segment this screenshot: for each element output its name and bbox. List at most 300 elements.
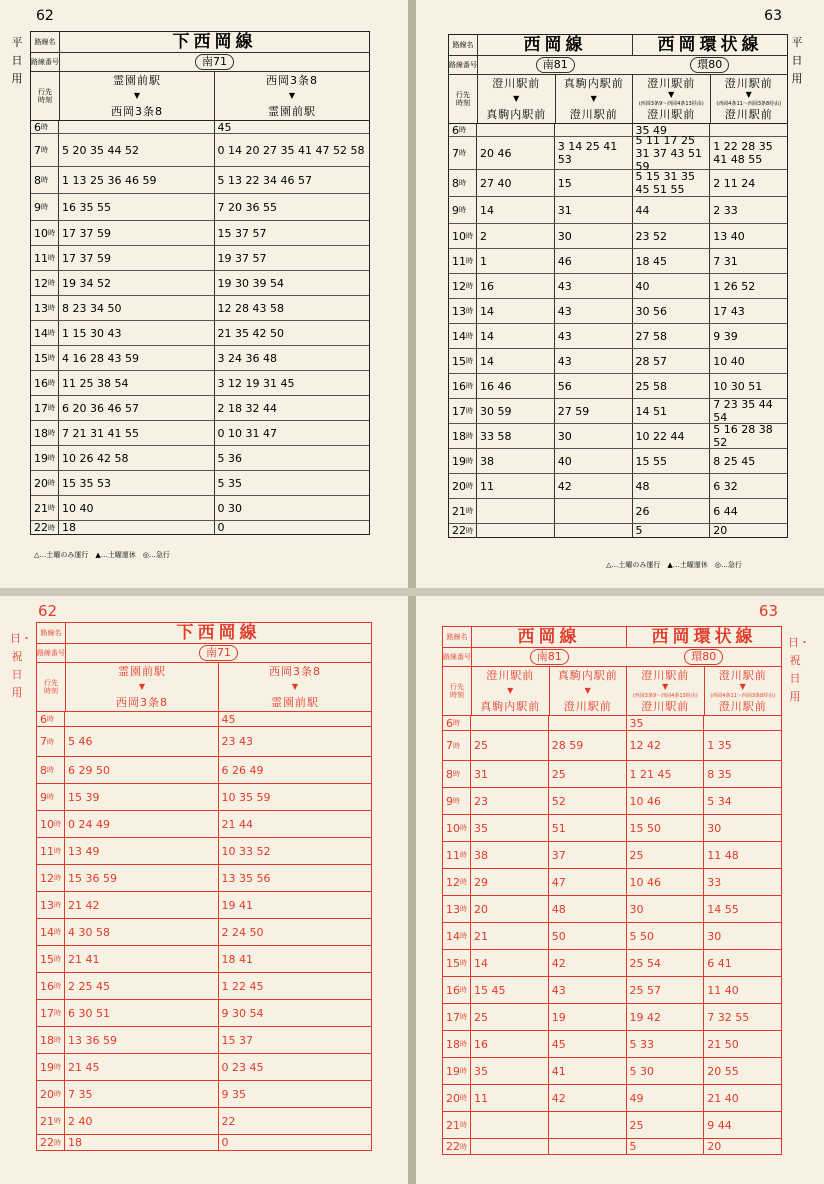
- hour-suffix: 時: [466, 482, 473, 490]
- departure-minutes: 22: [221, 1114, 236, 1128]
- time-label-text: 時刻: [44, 687, 58, 695]
- page-number: 62: [38, 602, 58, 620]
- hour-row: [37, 811, 371, 838]
- hour-cell: [449, 224, 477, 248]
- hour-cell: [37, 838, 65, 864]
- departure-minutes: 27 59: [555, 399, 633, 423]
- direction-columns: [60, 72, 369, 120]
- minute-columns: [65, 892, 371, 918]
- hour-cell: [449, 449, 477, 473]
- minute-columns: [477, 499, 787, 523]
- departure-minutes: [549, 716, 627, 730]
- departure-minutes: 16: [477, 274, 555, 298]
- departure-minutes: 6 29 50: [65, 757, 219, 783]
- hour-cell: [31, 371, 59, 395]
- minute-columns: [65, 973, 371, 999]
- route-number-row: [37, 644, 371, 663]
- departure-minutes: 14: [477, 197, 555, 223]
- departure-minutes: 13 35 56: [221, 871, 271, 885]
- departure-minutes: 33: [707, 875, 722, 889]
- hour-row: [37, 1054, 371, 1081]
- hour-cell: [449, 249, 477, 273]
- line-names: [478, 35, 787, 55]
- departure-minutes: 3 12 19 31 45: [217, 376, 295, 390]
- departure-minutes: 51: [549, 815, 627, 841]
- hour-suffix: 時: [48, 329, 55, 337]
- hour-suffix: 時: [460, 851, 467, 859]
- hour-value: 11: [446, 848, 460, 862]
- hour-suffix: 時: [47, 766, 54, 774]
- hour-row: [37, 1135, 371, 1150]
- minute-columns: [477, 133, 787, 173]
- minute-columns: [477, 124, 787, 136]
- route-note: (西岡3条9〜西岡4条13経由): [632, 692, 698, 699]
- departure-minutes: 47: [549, 869, 627, 895]
- hour-cell: [37, 973, 65, 999]
- hour-value: 17: [446, 1010, 460, 1024]
- hour-cell: [449, 197, 477, 223]
- route-number-badge: 環80: [690, 57, 729, 73]
- hour-cell: [37, 919, 65, 945]
- departure-minutes: 43: [555, 324, 633, 348]
- hour-cell: [443, 1004, 471, 1030]
- hour-cell: [37, 1081, 65, 1107]
- departure-minutes: [59, 121, 215, 133]
- hour-row: [443, 788, 781, 815]
- departure-minutes: 2: [477, 224, 555, 248]
- hour-suffix: 時: [54, 820, 61, 828]
- minute-columns: [59, 296, 369, 320]
- departure-minutes: 10 26 42 58: [59, 446, 215, 470]
- departure-minutes: 6 32: [713, 479, 738, 493]
- hour-suffix: 時: [48, 304, 55, 312]
- hour-cell: [31, 396, 59, 420]
- departure-minutes: 30: [707, 821, 722, 835]
- departure-minutes: 14 55: [707, 902, 739, 916]
- departure-minutes: 11: [471, 1085, 549, 1111]
- hour-value: 8: [34, 173, 41, 187]
- minute-columns: [471, 842, 781, 868]
- hour-cell: [31, 321, 59, 345]
- hour-row: [37, 1027, 371, 1054]
- destination-label: [37, 663, 66, 711]
- hour-cell: [443, 950, 471, 976]
- hour-value: 7: [446, 739, 453, 752]
- hour-cell: [449, 474, 477, 498]
- departure-minutes: 5 34: [707, 794, 732, 808]
- origin-stop: 霊園前駅: [118, 665, 166, 678]
- departure-minutes: 9 44: [707, 1118, 732, 1132]
- hour-suffix: 時: [460, 1142, 467, 1151]
- hour-row: [449, 299, 787, 324]
- departure-minutes: 41: [549, 1058, 627, 1084]
- departure-minutes: 15 37 57: [217, 226, 267, 240]
- hour-cell: [449, 349, 477, 373]
- departure-minutes: 13 49: [65, 838, 219, 864]
- hour-value: 16: [40, 979, 54, 993]
- hour-value: 9: [446, 794, 453, 808]
- hour-suffix: 時: [460, 878, 467, 886]
- hour-suffix: 時: [459, 126, 466, 134]
- departure-minutes: 1 26 52: [713, 279, 756, 293]
- hour-suffix: 時: [460, 1040, 467, 1048]
- destination-stop: 真駒内駅前: [480, 700, 541, 713]
- departure-minutes: 23 43: [221, 735, 253, 748]
- hour-row: [31, 446, 369, 471]
- hour-cell: [31, 221, 59, 245]
- hour-value: 19: [452, 454, 466, 468]
- departure-minutes: 14: [477, 299, 555, 323]
- origin-stop: 霊園前駅: [113, 74, 161, 87]
- departure-minutes: 15 50: [627, 815, 705, 841]
- hour-row: [449, 274, 787, 299]
- hour-row: [449, 133, 787, 173]
- minute-columns: [59, 167, 369, 193]
- departure-minutes: 35: [471, 815, 549, 841]
- departure-minutes: 7 20 36 55: [217, 200, 277, 214]
- line-names: [472, 627, 781, 647]
- time-label-text: 時刻: [456, 99, 470, 107]
- departure-minutes: 30 59: [477, 399, 555, 423]
- departure-minutes: 9 35: [221, 1087, 246, 1101]
- hour-suffix: 時: [459, 206, 466, 214]
- departure-minutes: 10 40: [713, 354, 745, 368]
- minute-columns: [471, 788, 781, 814]
- hour-value: 20: [446, 1091, 460, 1105]
- timetable: [30, 31, 370, 535]
- line-name-label: 路線名: [31, 32, 60, 52]
- destination-stop: 澄川駅前: [724, 107, 773, 121]
- destination-stop: 澄川駅前: [563, 700, 612, 713]
- departure-minutes: 18 41: [221, 952, 253, 966]
- destination-row: [31, 72, 369, 121]
- departure-minutes: 2 11 24: [713, 176, 756, 190]
- minute-columns: [477, 399, 787, 423]
- departure-minutes: 8 23 34 50: [59, 296, 215, 320]
- hour-row: [37, 1081, 371, 1108]
- minute-columns: [59, 271, 369, 295]
- minute-columns: [65, 946, 371, 972]
- origin-stop: 澄川駅前: [492, 77, 541, 90]
- hour-suffix: 時: [466, 282, 473, 290]
- departure-minutes: 14: [477, 324, 555, 348]
- hour-row: [449, 374, 787, 399]
- departure-minutes: 10 22 44: [633, 424, 711, 448]
- hour-cell: [443, 842, 471, 868]
- hour-cell: [443, 869, 471, 895]
- line-name-row: [31, 32, 369, 53]
- departure-minutes: 4 30 58: [65, 919, 219, 945]
- hour-cell: [443, 923, 471, 949]
- minute-columns: [471, 1112, 781, 1138]
- destination-stop: 澄川駅前: [569, 108, 618, 121]
- departure-minutes: 8 25 45: [713, 454, 756, 468]
- hour-value: 15: [34, 351, 48, 365]
- minute-columns: [65, 712, 371, 726]
- hour-value: 6: [452, 123, 459, 137]
- departure-minutes: 33 58: [477, 424, 555, 448]
- destination-stop: 西岡3条8: [111, 105, 163, 118]
- hour-suffix: 時: [54, 1063, 61, 1071]
- hour-suffix: 時: [48, 479, 55, 487]
- hour-row: [449, 324, 787, 349]
- line-name-row: [443, 627, 781, 648]
- hour-row: [443, 977, 781, 1004]
- hour-row: [449, 424, 787, 449]
- direction-header: [60, 72, 215, 120]
- hour-value: 10: [40, 817, 54, 831]
- hour-suffix: 時: [466, 257, 473, 265]
- hour-value: 9: [40, 790, 47, 804]
- direction-header: [705, 667, 782, 715]
- departure-minutes: 7 23 35 44 54: [713, 398, 773, 424]
- hour-row: [443, 869, 781, 896]
- hour-suffix: 時: [466, 432, 473, 440]
- hour-cell: [37, 1000, 65, 1026]
- departure-minutes: 5 11 17 25 31 37 43 51 59: [633, 137, 711, 169]
- departure-minutes: 44: [633, 197, 711, 223]
- time-label-text: 時刻: [38, 96, 52, 104]
- arrow-down-icon: ▼: [513, 94, 520, 103]
- arrow-down-icon: ▼: [668, 90, 675, 100]
- departure-minutes: 50: [549, 923, 627, 949]
- departure-minutes: 3 24 36 48: [217, 351, 277, 365]
- departure-minutes: 30: [555, 424, 633, 448]
- hour-suffix: 時: [466, 307, 473, 315]
- arrow-down-icon: ▼: [288, 91, 296, 100]
- route-note: (西岡3条9〜西岡4条13経由): [638, 100, 704, 107]
- departure-minutes: 19 42: [627, 1004, 705, 1030]
- destination-label-text: 行先: [450, 683, 464, 691]
- hour-suffix: 時: [47, 737, 54, 746]
- arrow-down-icon: ▼: [662, 682, 669, 692]
- hour-value: 14: [452, 329, 466, 343]
- hour-cell: [443, 1112, 471, 1138]
- departure-minutes: 1 21 45: [627, 761, 705, 787]
- departure-minutes: 5 35: [217, 476, 242, 490]
- departure-minutes: 20 55: [707, 1064, 739, 1078]
- hour-value: 13: [452, 304, 466, 318]
- departure-minutes: 15 36 59: [65, 865, 219, 891]
- departure-minutes: [65, 712, 219, 726]
- minute-columns: [65, 919, 371, 945]
- hour-cell: [37, 1108, 65, 1134]
- departure-minutes: 29: [471, 869, 549, 895]
- departure-minutes: 40: [555, 449, 633, 473]
- minute-columns: [477, 249, 787, 273]
- hour-row: [449, 249, 787, 274]
- page-number: 63: [764, 8, 782, 24]
- departure-minutes: 25 58: [633, 374, 711, 398]
- departure-minutes: 52: [549, 788, 627, 814]
- hour-row: [31, 371, 369, 396]
- hour-suffix: 時: [466, 382, 473, 390]
- hour-value: 15: [452, 354, 466, 368]
- schedule-type-label: 平日用: [11, 36, 23, 85]
- direction-header: [556, 75, 634, 123]
- minute-columns: [471, 731, 781, 760]
- departure-minutes: [555, 499, 633, 523]
- line-name: 西岡線: [472, 627, 627, 647]
- departure-minutes: 19 41: [221, 898, 253, 912]
- departure-minutes: 15 55: [633, 449, 711, 473]
- direction-header: [478, 75, 556, 123]
- hour-suffix: 時: [48, 379, 55, 387]
- departure-minutes: 35 49: [633, 124, 711, 136]
- departure-minutes: 12 42: [627, 731, 705, 760]
- hour-value: 10: [446, 821, 460, 835]
- hour-cell: [443, 716, 471, 730]
- hour-cell: [37, 757, 65, 783]
- hour-value: 12: [452, 279, 466, 293]
- hour-suffix: 時: [460, 986, 467, 994]
- line-name: 西岡線: [478, 35, 633, 55]
- departure-minutes: 27 58: [633, 324, 711, 348]
- hour-row: [37, 712, 371, 727]
- hour-value: 22: [446, 1140, 460, 1153]
- hour-cell: [37, 865, 65, 891]
- direction-header: [215, 72, 369, 120]
- minute-columns: [477, 324, 787, 348]
- departure-minutes: 14: [471, 950, 549, 976]
- hour-suffix: 時: [54, 982, 61, 990]
- hour-suffix: 時: [48, 504, 55, 512]
- route-number-badge: 南71: [195, 54, 234, 70]
- departure-minutes: 43: [549, 977, 627, 1003]
- hour-cell: [37, 727, 65, 756]
- departure-minutes: 21 35 42 50: [217, 326, 284, 340]
- hour-value: 22: [452, 524, 466, 537]
- route-number-badge: 南81: [530, 649, 569, 665]
- departure-minutes: 6 44: [713, 504, 738, 518]
- hour-value: 21: [34, 501, 48, 515]
- hour-suffix: 時: [47, 793, 54, 801]
- hour-suffix: 時: [41, 203, 48, 211]
- departure-minutes: 5 13 22 34 46 57: [217, 173, 312, 187]
- hour-value: 12: [34, 276, 48, 290]
- hour-value: 19: [34, 451, 48, 465]
- departure-minutes: 25: [471, 731, 549, 760]
- direction-columns: [66, 663, 371, 711]
- hour-value: 13: [40, 898, 54, 912]
- destination-stop: 澄川駅前: [641, 699, 690, 713]
- departure-minutes: 5 36: [217, 451, 242, 465]
- destination-label-text: 行先: [44, 679, 58, 687]
- hour-cell: [31, 134, 59, 166]
- departure-minutes: 2 25 45: [65, 973, 219, 999]
- hour-row: [443, 1004, 781, 1031]
- departure-minutes: 2 18 32 44: [217, 401, 277, 415]
- arrow-down-icon: ▼: [739, 682, 746, 692]
- hour-row: [443, 1085, 781, 1112]
- route-number-badge: 南71: [199, 645, 238, 661]
- direction-header: [66, 663, 219, 711]
- origin-stop: 西岡3条8: [266, 74, 318, 87]
- departure-minutes: 3 14 25 41 53: [555, 137, 633, 169]
- minute-columns: [59, 134, 369, 166]
- departure-minutes: 1 22 28 35 41 48 55: [713, 140, 773, 166]
- hour-cell: [449, 170, 477, 196]
- hour-row: [443, 1058, 781, 1085]
- hour-row: [449, 474, 787, 499]
- destination-stop: 澄川駅前: [647, 107, 696, 121]
- hour-value: 8: [452, 176, 459, 190]
- hour-suffix: 時: [466, 232, 473, 240]
- hour-row: [449, 524, 787, 537]
- minute-columns: [477, 374, 787, 398]
- departure-minutes: 45: [217, 120, 232, 134]
- departure-minutes: 38: [471, 842, 549, 868]
- destination-label: [443, 667, 472, 715]
- departure-minutes: 43: [555, 299, 633, 323]
- hour-row: [443, 815, 781, 842]
- hour-suffix: 時: [41, 146, 48, 154]
- minute-columns: [59, 121, 369, 133]
- direction-header: [550, 667, 628, 715]
- hour-value: 18: [40, 1033, 54, 1047]
- minute-columns: [471, 1139, 781, 1154]
- hour-cell: [449, 124, 477, 136]
- hour-row: [31, 421, 369, 446]
- minute-columns: [65, 757, 371, 783]
- line-name-label: 路線名: [449, 35, 478, 55]
- hour-value: 17: [34, 401, 48, 415]
- minute-columns: [471, 950, 781, 976]
- departure-minutes: 10 35 59: [221, 790, 271, 804]
- direction-header: [627, 667, 705, 715]
- hour-value: 19: [446, 1064, 460, 1078]
- timetable: [36, 622, 372, 1151]
- minute-columns: [477, 224, 787, 248]
- departure-minutes: 11: [477, 474, 555, 498]
- hour-value: 7: [452, 146, 459, 160]
- hour-suffix: 時: [48, 429, 55, 437]
- minute-columns: [65, 727, 371, 756]
- minute-columns: [65, 1000, 371, 1026]
- destination-label-text: 行先: [456, 91, 470, 99]
- hour-suffix: 時: [48, 523, 55, 532]
- minute-columns: [477, 449, 787, 473]
- hour-value: 19: [40, 1060, 54, 1074]
- minute-columns: [65, 1108, 371, 1134]
- departure-minutes: 0: [217, 521, 225, 534]
- hour-suffix: 時: [54, 928, 61, 936]
- hour-value: 17: [452, 404, 466, 418]
- departure-minutes: 25: [549, 761, 627, 787]
- departure-minutes: 30: [707, 929, 722, 943]
- departure-minutes: 21: [471, 923, 549, 949]
- hour-suffix: 時: [466, 332, 473, 340]
- hour-suffix: 時: [48, 354, 55, 362]
- hour-row: [37, 838, 371, 865]
- hour-cell: [449, 424, 477, 448]
- route-number-badge: 環80: [684, 649, 723, 665]
- direction-columns: [472, 667, 781, 715]
- departure-minutes: [555, 124, 633, 136]
- departure-minutes: 0: [221, 1136, 229, 1149]
- departure-minutes: 40: [633, 274, 711, 298]
- hour-cell: [31, 246, 59, 270]
- departure-minutes: 48: [633, 474, 711, 498]
- hour-value: 15: [40, 952, 54, 966]
- minute-columns: [65, 1135, 371, 1150]
- hour-suffix: 時: [453, 741, 460, 750]
- minute-columns: [471, 1058, 781, 1084]
- hour-cell: [31, 167, 59, 193]
- departure-minutes: 1 22 45: [221, 979, 264, 993]
- hour-suffix: 時: [41, 123, 48, 131]
- departure-minutes: 30: [627, 896, 705, 922]
